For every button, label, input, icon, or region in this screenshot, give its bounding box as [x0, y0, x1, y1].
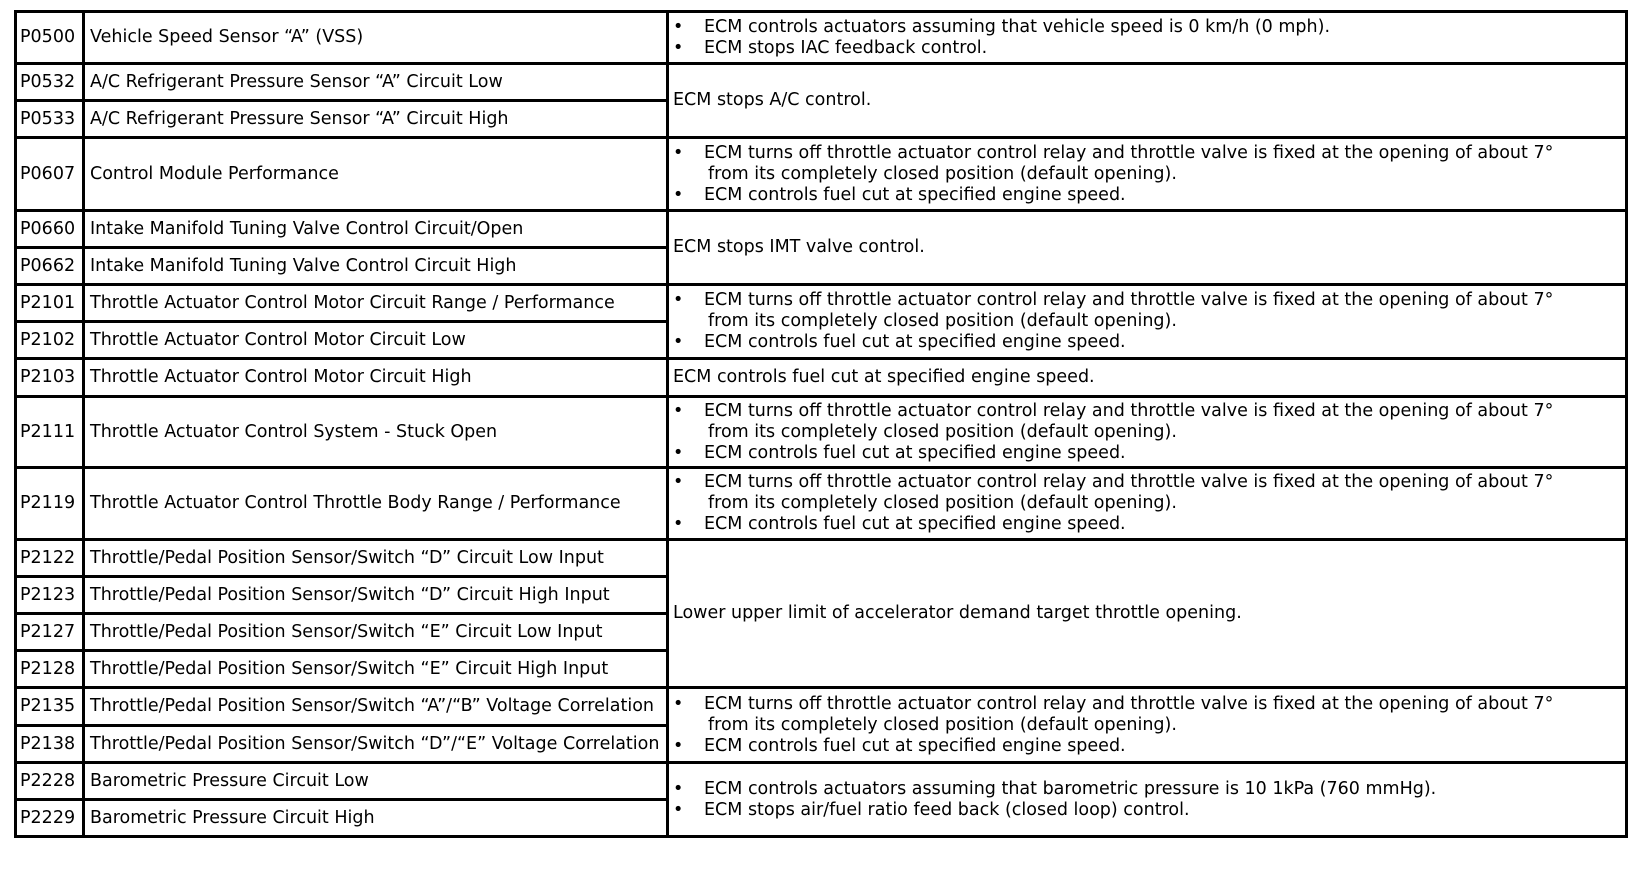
dtc-code: P2122: [16, 540, 84, 577]
dtc-item: A/C Refrigerant Pressure Sensor “A” Circuit High: [84, 101, 668, 138]
dtc-code: P2102: [16, 322, 84, 359]
dtc-code: P0532: [16, 64, 84, 101]
bullet-line: ECM turns off throttle actuator control relay and throttle valve is fixed at the opening of about 7°: [704, 472, 1554, 492]
action-list: [673, 143, 1621, 206]
list-item: • ECM controls actuators assuming that barometric pressure is 10 1kPa (760 mmHg).: [673, 779, 1621, 800]
bullet-line: ECM turns off throttle actuator control relay and throttle valve is fixed at the opening of about 7°: [704, 290, 1554, 310]
list-item: • ECM controls fuel cut at specified engine speed.: [673, 514, 1621, 535]
dtc-item: Throttle/Pedal Position Sensor/Switch “D” Circuit High Input: [84, 577, 668, 614]
table-row: [16, 285, 1627, 322]
list-item: • ECM controls fuel cut at specified engine speed.: [673, 443, 1621, 464]
dtc-item: Vehicle Speed Sensor “A” (VSS): [84, 12, 668, 64]
dtc-item: Throttle/Pedal Position Sensor/Switch “A”/“B” Voltage Correlation: [84, 688, 668, 726]
dtc-item: Throttle Actuator Control Throttle Body Range / Performance: [84, 468, 668, 540]
dtc-item: Throttle Actuator Control Motor Circuit Low: [84, 322, 668, 359]
action-list: [673, 17, 1621, 59]
table-row: [16, 138, 1627, 211]
action-list: [673, 472, 1621, 535]
dtc-item: Throttle Actuator Control System - Stuck Open: [84, 397, 668, 468]
fail-safe-action: Lower upper limit of accelerator demand target throttle opening.: [668, 540, 1627, 688]
table-row: [16, 397, 1627, 468]
dtc-item: Throttle/Pedal Position Sensor/Switch “E” Circuit High Input: [84, 651, 668, 688]
list-item: [673, 472, 1621, 514]
table-row: [16, 763, 1627, 800]
fail-safe-action: [668, 397, 1627, 468]
dtc-code: P2101: [16, 285, 84, 322]
fail-safe-action: ECM stops A/C control.: [668, 64, 1627, 138]
list-item: [673, 694, 1621, 736]
dtc-item: Throttle/Pedal Position Sensor/Switch “D” Circuit Low Input: [84, 540, 668, 577]
table-row: [16, 359, 1627, 397]
dtc-code: P2103: [16, 359, 84, 397]
dtc-code: P2127: [16, 614, 84, 651]
fail-safe-action: [668, 138, 1627, 211]
dtc-code: P0662: [16, 248, 84, 285]
action-list: [673, 290, 1621, 353]
fail-safe-action: [668, 763, 1627, 837]
table-row: [16, 12, 1627, 64]
dtc-code: P2228: [16, 763, 84, 800]
list-item: • ECM stops IAC feedback control.: [673, 38, 1621, 59]
dtc-item: Throttle Actuator Control Motor Circuit High: [84, 359, 668, 397]
fail-safe-action: [668, 285, 1627, 359]
fail-safe-action: [668, 468, 1627, 540]
fail-safe-action: ECM stops IMT valve control.: [668, 211, 1627, 285]
dtc-code: P2111: [16, 397, 84, 468]
dtc-item: Intake Manifold Tuning Valve Control Circuit/Open: [84, 211, 668, 248]
bullet-line-continued: from its completely closed position (default opening).: [708, 493, 1177, 513]
list-item: • ECM controls fuel cut at specified engine speed.: [673, 332, 1621, 353]
list-item: • ECM controls fuel cut at specified engine speed.: [673, 736, 1621, 757]
list-item: • ECM stops air/fuel ratio feed back (closed loop) control.: [673, 800, 1621, 821]
list-item: • ECM controls actuators assuming that vehicle speed is 0 km/h (0 mph).: [673, 17, 1621, 38]
bullet-line-continued: from its completely closed position (default opening).: [708, 421, 1177, 442]
list-item: [673, 290, 1621, 332]
dtc-item: Intake Manifold Tuning Valve Control Circuit High: [84, 248, 668, 285]
fail-safe-action: ECM controls fuel cut at specified engine speed.: [668, 359, 1627, 397]
dtc-item: Throttle/Pedal Position Sensor/Switch “D”/“E” Voltage Correlation: [84, 726, 668, 763]
list-item: [673, 143, 1621, 185]
bullet-line: ECM turns off throttle actuator control relay and throttle valve is fixed at the opening of about 7°: [704, 142, 1554, 163]
dtc-item: Control Module Performance: [84, 138, 668, 211]
bullet-line-continued: from its completely closed position (default opening).: [708, 311, 1177, 331]
dtc-code: P2229: [16, 800, 84, 837]
table-row: [16, 211, 1627, 248]
dtc-item: Throttle/Pedal Position Sensor/Switch “E” Circuit Low Input: [84, 614, 668, 651]
action-list: [673, 401, 1621, 464]
dtc-item: Barometric Pressure Circuit High: [84, 800, 668, 837]
bullet-line-continued: from its completely closed position (default opening).: [708, 714, 1177, 735]
table-row: [16, 540, 1627, 577]
dtc-code: P2128: [16, 651, 84, 688]
dtc-item: Barometric Pressure Circuit Low: [84, 763, 668, 800]
bullet-line-continued: from its completely closed position (default opening).: [708, 163, 1177, 184]
table-row: [16, 64, 1627, 101]
dtc-item: Throttle Actuator Control Motor Circuit Range / Performance: [84, 285, 668, 322]
dtc-code: P2123: [16, 577, 84, 614]
dtc-code: P0607: [16, 138, 84, 211]
dtc-code: P2135: [16, 688, 84, 726]
bullet-line: ECM turns off throttle actuator control relay and throttle valve is fixed at the opening of about 7°: [704, 693, 1554, 714]
dtc-code: P0533: [16, 101, 84, 138]
dtc-item: A/C Refrigerant Pressure Sensor “A” Circuit Low: [84, 64, 668, 101]
list-item: [673, 401, 1621, 443]
action-list: [673, 694, 1621, 757]
table-row: [16, 468, 1627, 540]
dtc-code: P0660: [16, 211, 84, 248]
dtc-code: P2138: [16, 726, 84, 763]
table-row: [16, 688, 1627, 726]
fail-safe-action: [668, 12, 1627, 64]
fail-safe-action: [668, 688, 1627, 763]
dtc-code: P2119: [16, 468, 84, 540]
action-list: [673, 779, 1621, 821]
dtc-code: P0500: [16, 12, 84, 64]
list-item: • ECM controls fuel cut at specified engine speed.: [673, 185, 1621, 206]
bullet-line: ECM turns off throttle actuator control relay and throttle valve is fixed at the opening of about 7°: [704, 400, 1554, 421]
dtc-fail-safe-table: [14, 10, 1628, 838]
